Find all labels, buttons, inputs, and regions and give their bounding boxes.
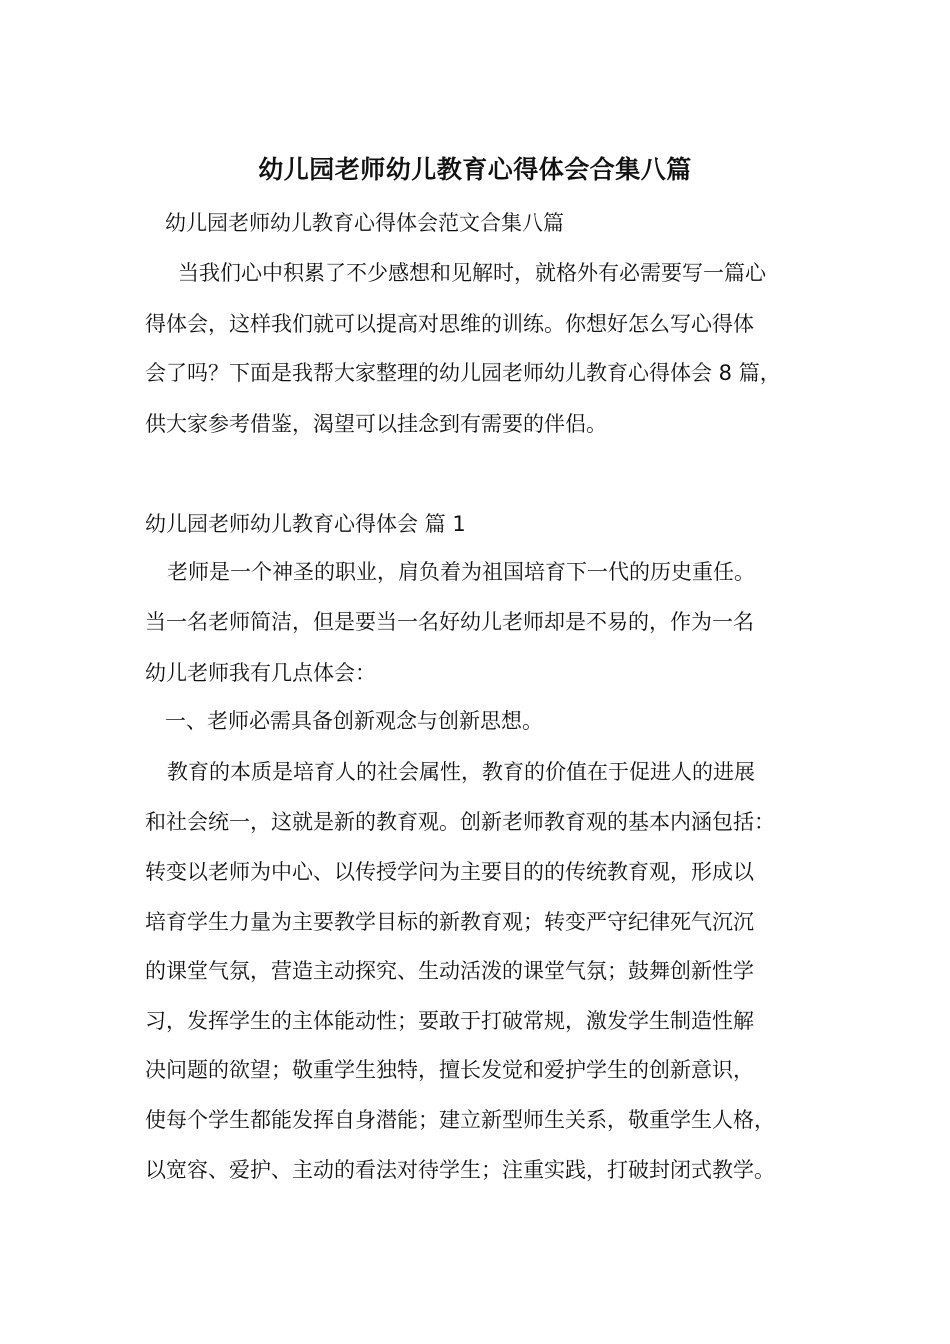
paragraph-line: 转变以老师为中心、以传授学问为主要目的的传统教育观，形成以 (145, 860, 754, 884)
paragraph-line: 当一名老师简洁，但是要当一名好幼儿老师却是不易的，作为一名 (145, 610, 754, 634)
intro-line: 当我们心中积累了不少感想和见解时，就格外有必需要写一篇心 (178, 261, 766, 285)
paragraph-line: 和社会统一，这就是新的教育观。创新老师教育观的基本内涵包括： (145, 810, 775, 834)
point-heading: 一、老师必需具备创新观念与创新思想。 (165, 709, 543, 733)
paragraph-line: 教育的本质是培育人的社会属性，教育的价值在于促进人的进展 (167, 760, 755, 784)
paragraph-line: 老师是一个神圣的职业，肩负着为祖国培育下一代的历史重任。 (167, 560, 755, 584)
section-heading: 幼儿园老师幼儿教育心得体会 篇 1 (145, 512, 466, 536)
paragraph-line: 幼儿老师我有几点体会： (145, 661, 376, 685)
document-title: 幼儿园老师幼儿教育心得体会合集八篇 (258, 155, 692, 184)
document-subtitle: 幼儿园老师幼儿教育心得体会范文合集八篇 (165, 211, 564, 235)
paragraph-line: 决问题的欲望；敬重学生独特，擅长发觉和爱护学生的创新意识， (145, 1058, 754, 1082)
paragraph-line: 培育学生力量为主要教学目标的新教育观；转变严守纪律死气沉沉 (145, 910, 754, 934)
paragraph-line: 以宽容、爱护、主动的看法对待学生；注重实践，打破封闭式教学。 (145, 1158, 775, 1182)
intro-line: 得体会，这样我们就可以提高对思维的训练。你想好怎么写心得体 (145, 312, 754, 336)
intro-line: 会了吗？下面是我帮大家整理的幼儿园老师幼儿教育心得体会 8 篇， (145, 361, 781, 385)
paragraph-line: 使每个学生都能发挥自身潜能；建立新型师生关系，敬重学生人格， (145, 1108, 775, 1132)
paragraph-line: 的课堂气氛，营造主动探究、生动活泼的课堂气氛；鼓舞创新性学 (145, 959, 754, 983)
paragraph-line: 习，发挥学生的主体能动性；要敢于打破常规，激发学生制造性解 (145, 1009, 754, 1033)
intro-line: 供大家参考借鉴，渴望可以挂念到有需要的伴侣。 (145, 412, 607, 436)
